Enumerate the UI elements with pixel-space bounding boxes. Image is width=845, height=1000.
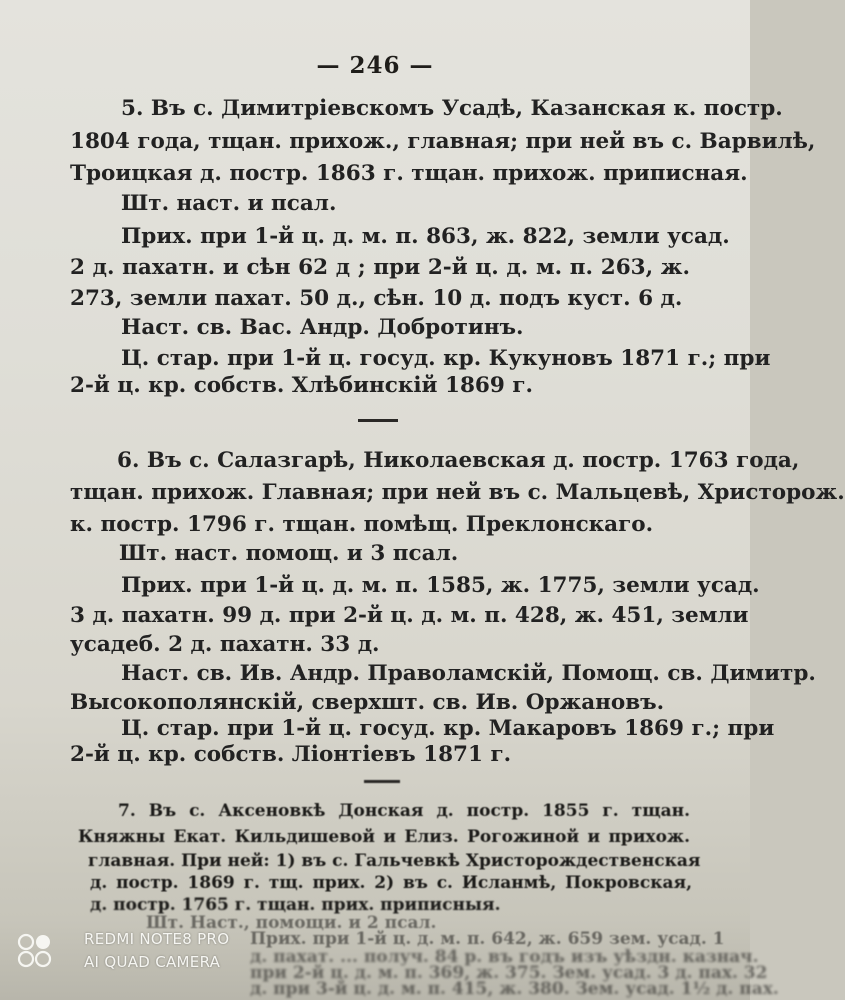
entry-line: к. постр. 1796 г. тщан. помѣщ. Преклонскаго. [70, 512, 654, 537]
entry-line: 2-й ц. кр. собств. Ліонтіевъ 1871 г. [70, 742, 512, 767]
entry-line: 7. Въ с. Аксеновкѣ Донская д. постр. 1855 г. тщан. [118, 801, 690, 821]
entry-line: д. постр. 1765 г. тщан. прих. приписныя. [90, 895, 501, 915]
entry-line: 6. Въ с. Салазгарѣ, Николаевская д. постр. 1763 года, [117, 448, 800, 473]
entry-line: Ц. стар. при 1-й ц. госуд. кр. Макаровъ 1869 г.; при [121, 716, 775, 741]
camera-lens-icon [16, 932, 54, 970]
entry-line: д. при 3-й ц. д. м. п. 415, ж. 380. Зем. усад. 1½ д. пах. [250, 979, 779, 999]
entry-line: Шт. Наст., помощи. и 2 псал. [146, 913, 437, 933]
entry-line: при 2-й ц. д. м. п. 369, ж. 375. Зем. усад. 3 д. пах. 32 [250, 963, 768, 983]
entry-line: Прих. при 1-й ц. д. м. п. 863, ж. 822, земли усад. [121, 224, 730, 249]
entry-line [70, 129, 816, 155]
entry-line: 3 д. пахатн. 99 д. при 2-й ц. д. м. п. 428, ж. 451, земли [70, 603, 749, 628]
entry-line: Наст. св. Вас. Андр. Добротинъ. [121, 315, 524, 340]
entry-line: Княжны Екат. Кильдишевой и Елиз. Рогожиной и прихож. [78, 827, 690, 847]
entry-line: 2 д. пахатн. и сѣн 62 д ; при 2-й ц. д. м. п. 263, ж. [70, 255, 690, 280]
entry-line: Высокополянскій, сверхшт. св. Ив. Оржановъ. [70, 690, 665, 715]
entry-line: главная. При ней: 1) въ с. Гальчевкѣ Христорождественская [88, 851, 701, 871]
entry-line: Наст. св. Ив. Андр. Праволамскій, Помощ. св. Димитр. [121, 661, 816, 686]
entry-line: д. постр. 1869 г. тщ. прих. 2) въ с. Исланмѣ, Покровская, [90, 873, 692, 893]
section-divider [364, 780, 400, 783]
section-divider [358, 419, 398, 422]
watermark-model: REDMI NOTE8 PRO [84, 930, 230, 948]
entry-line: Прих. при 1-й ц. д. м. п. 642, ж. 659 зем. усад. 1 [250, 929, 725, 949]
entry-line: Ц. стар. при 1-й ц. госуд. кр. Кукуновъ 1871 г.; при [121, 346, 771, 371]
watermark-camera: AI QUAD CAMERA [84, 953, 221, 971]
entry-line: Троицкая д. постр. 1863 г. тщан. прихож. приписная. [70, 161, 748, 186]
entry-line: усадеб. 2 д. пахатн. 33 д. [70, 632, 380, 657]
page-number: — 246 — [316, 52, 434, 79]
entry-line: Прих. при 1-й ц. д. м. п. 1585, ж. 1775, земли усад. [121, 573, 760, 598]
entry-line: д. пахат. ... получ. 84 р. въ годъ изъ уѣздн. казнач. [250, 947, 759, 967]
entry-line: Шт. наст. и псал. [121, 191, 337, 216]
entry-line: тщан. прихож. Главная; при ней въ с. Мальцевѣ, Христорож. [70, 480, 845, 505]
entry-line-text: 1804 года, тщан. прихож., главная; при ней въ с. Варвилѣ, [70, 129, 816, 154]
entry-line: 5. Въ с. Димитріевскомъ Усадѣ, Казанская к. постр. [121, 96, 783, 121]
entry-line: Шт. наст. помощ. и 3 псал. [119, 541, 459, 566]
entry-line: 273, земли пахат. 50 д., сѣн. 10 д. подъ куст. 6 д. [70, 286, 683, 311]
entry-line: 2-й ц. кр. собств. Хлѣбинскій 1869 г. [70, 373, 533, 398]
